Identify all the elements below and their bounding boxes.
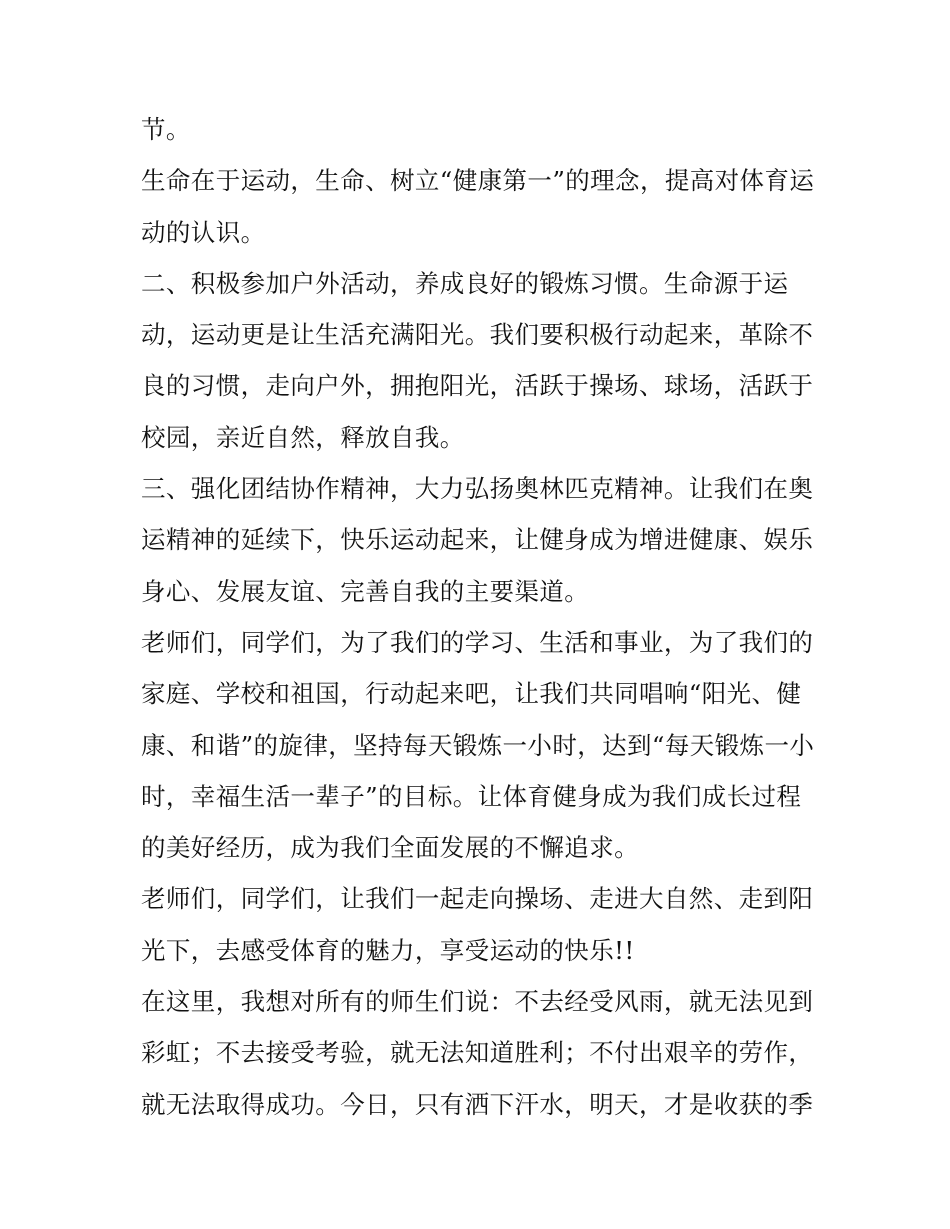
text-line: 时，幸福生活一辈子”的目标。让体育健身成为我们成长过程 xyxy=(141,781,802,811)
text-line: 老师们，同学们，为了我们的学习、生活和事业，为了我们的 xyxy=(141,627,814,657)
text-line: 彩虹；不去接受考验，就无法知道胜利；不付出艰辛的劳作， xyxy=(141,1038,814,1068)
text-line: 就无法取得成功。今日，只有洒下汗水，明天，才是收获的季 xyxy=(141,1089,814,1119)
text-line: 光下，去感受体育的魅力，享受运动的快乐!! xyxy=(141,935,635,965)
text-line: 的美好经历，成为我们全面发展的不懈追求。 xyxy=(141,833,639,863)
text-line: 老师们，同学们，让我们一起走向操场、走进大自然、走到阳 xyxy=(141,884,814,914)
text-line: 身心、发展友谊、完善自我的主要渠道。 xyxy=(141,576,590,606)
text-line: 生命在于运动，生命、树立“健康第一”的理念，提高对体育运 xyxy=(141,166,815,196)
text-line: 节。 xyxy=(141,115,191,144)
text-line: 动的认识。 xyxy=(141,217,266,247)
text-line: 运精神的延续下，快乐运动起来，让健身成为增进健康、娱乐 xyxy=(141,525,814,555)
text-line: 二、积极参加户外活动，养成良好的锻炼习惯。生命源于运 xyxy=(141,268,789,298)
text-line: 三、强化团结协作精神，大力弘扬奥林匹克精神。让我们在奥 xyxy=(141,474,814,504)
text-line: 康、和谐”的旋律，坚持每天锻炼一小时，达到“每天锻炼一小 xyxy=(141,730,815,760)
text-line: 良的习惯，走向户外，拥抱阳光，活跃于操场、球场，活跃于 xyxy=(141,371,814,401)
text-line: 校园，亲近自然，释放自我。 xyxy=(141,422,465,452)
text-line: 家庭、学校和祖国，行动起来吧，让我们共同唱响“阳光、健 xyxy=(141,679,802,709)
text-line: 动，运动更是让生活充满阳光。我们要积极行动起来，革除不 xyxy=(141,320,814,350)
text-line: 在这里，我想对所有的师生们说：不去经受风雨，就无法见到 xyxy=(141,987,814,1017)
document-body xyxy=(141,104,821,1130)
